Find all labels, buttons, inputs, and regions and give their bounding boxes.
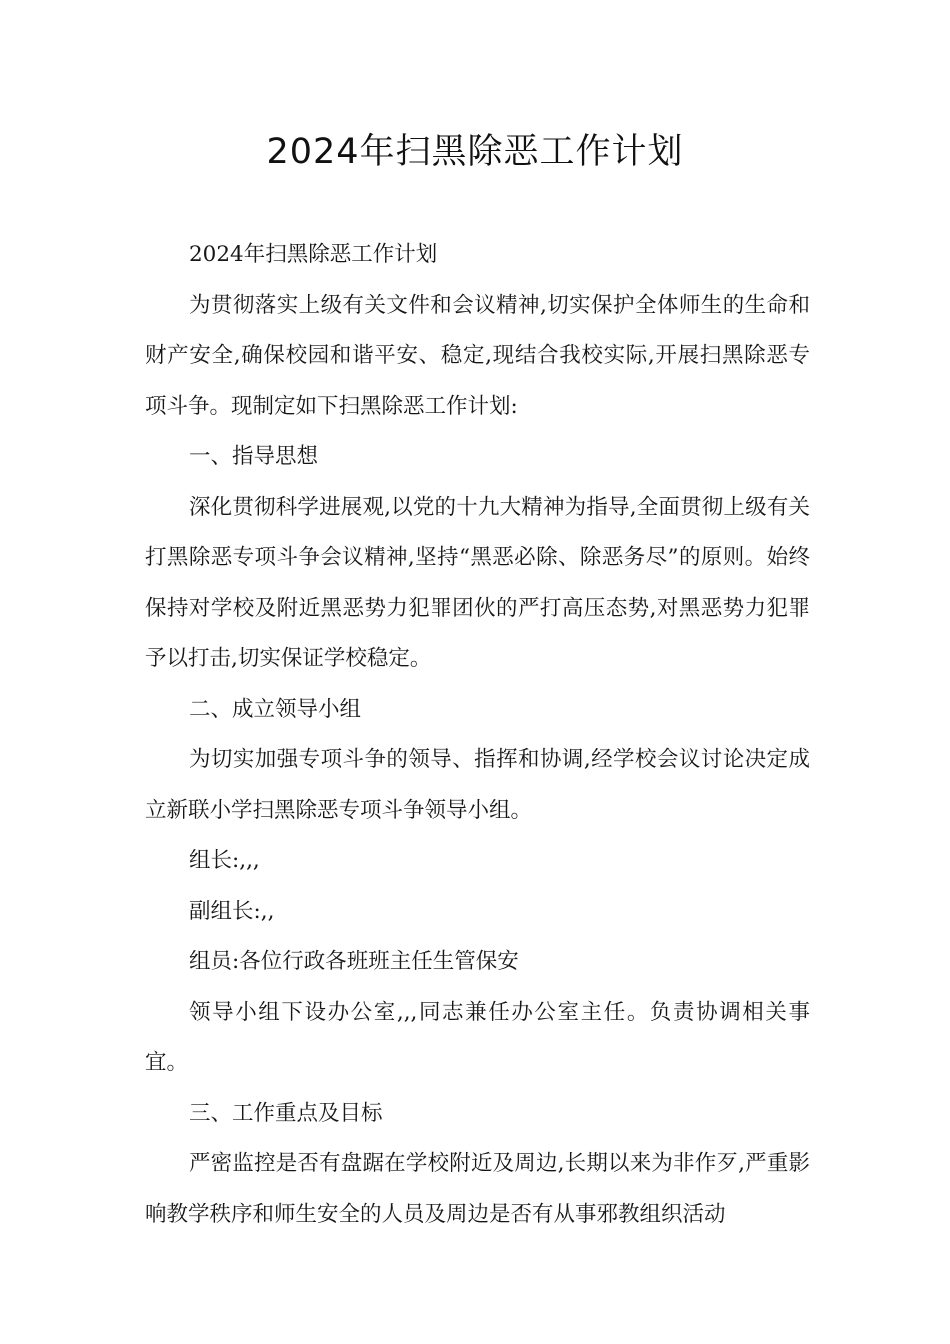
paragraph-leadership-group: 为切实加强专项斗争的领导、指挥和协调,经学校会议讨论决定成立新联小学扫黑除恶专项斗争领导小组。 bbox=[145, 747, 810, 823]
section-heading-work-focus: 三、工作重点及目标 bbox=[189, 1100, 383, 1126]
paragraph-group-members: 组员:各位行政各班班主任生管保安 bbox=[189, 949, 519, 974]
paragraph-guiding-ideology: 深化贯彻科学进展观,以党的十九大精神为指导,全面贯彻上级有关打黑除恶专项斗争会议精神,坚持“黑恶必除、除恶务尽”的原则。始终保持对学校及附近黑恶势力犯罪团伙的严打高压态势,对黑恶势力犯罪予以打击,切实保证学校稳定。 bbox=[145, 494, 810, 671]
paragraph-group-leader: 组长:,,, bbox=[189, 848, 260, 873]
section-heading-guiding-ideology: 一、指导思想 bbox=[189, 444, 319, 469]
document-body bbox=[145, 230, 810, 1240]
paragraph-intro: 为贯彻落实上级有关文件和会议精神,切实保护全体师生的生命和财产安全,确保校园和谐平安、稳定,现结合我校实际,开展扫黑除恶专项斗争。现制定如下扫黑除恶工作计划: bbox=[145, 292, 810, 419]
paragraph-subtitle: 2024年扫黑除恶工作计划 bbox=[189, 242, 438, 267]
section-heading-leadership-group: 二、成立领导小组 bbox=[189, 696, 362, 722]
paragraph-office: 领导小组下设办公室,,,同志兼任办公室主任。负责协调相关事宜。 bbox=[145, 999, 810, 1075]
paragraph-work-focus: 严密监控是否有盘踞在学校附近及周边,长期以来为非作歹,严重影响教学秩序和师生安全的人员及周边是否有从事邪教组织活动 bbox=[145, 1151, 810, 1227]
paragraph-deputy-leader: 副组长:,, bbox=[189, 898, 275, 924]
document-title: 2024年扫黑除恶工作计划 bbox=[266, 132, 684, 172]
